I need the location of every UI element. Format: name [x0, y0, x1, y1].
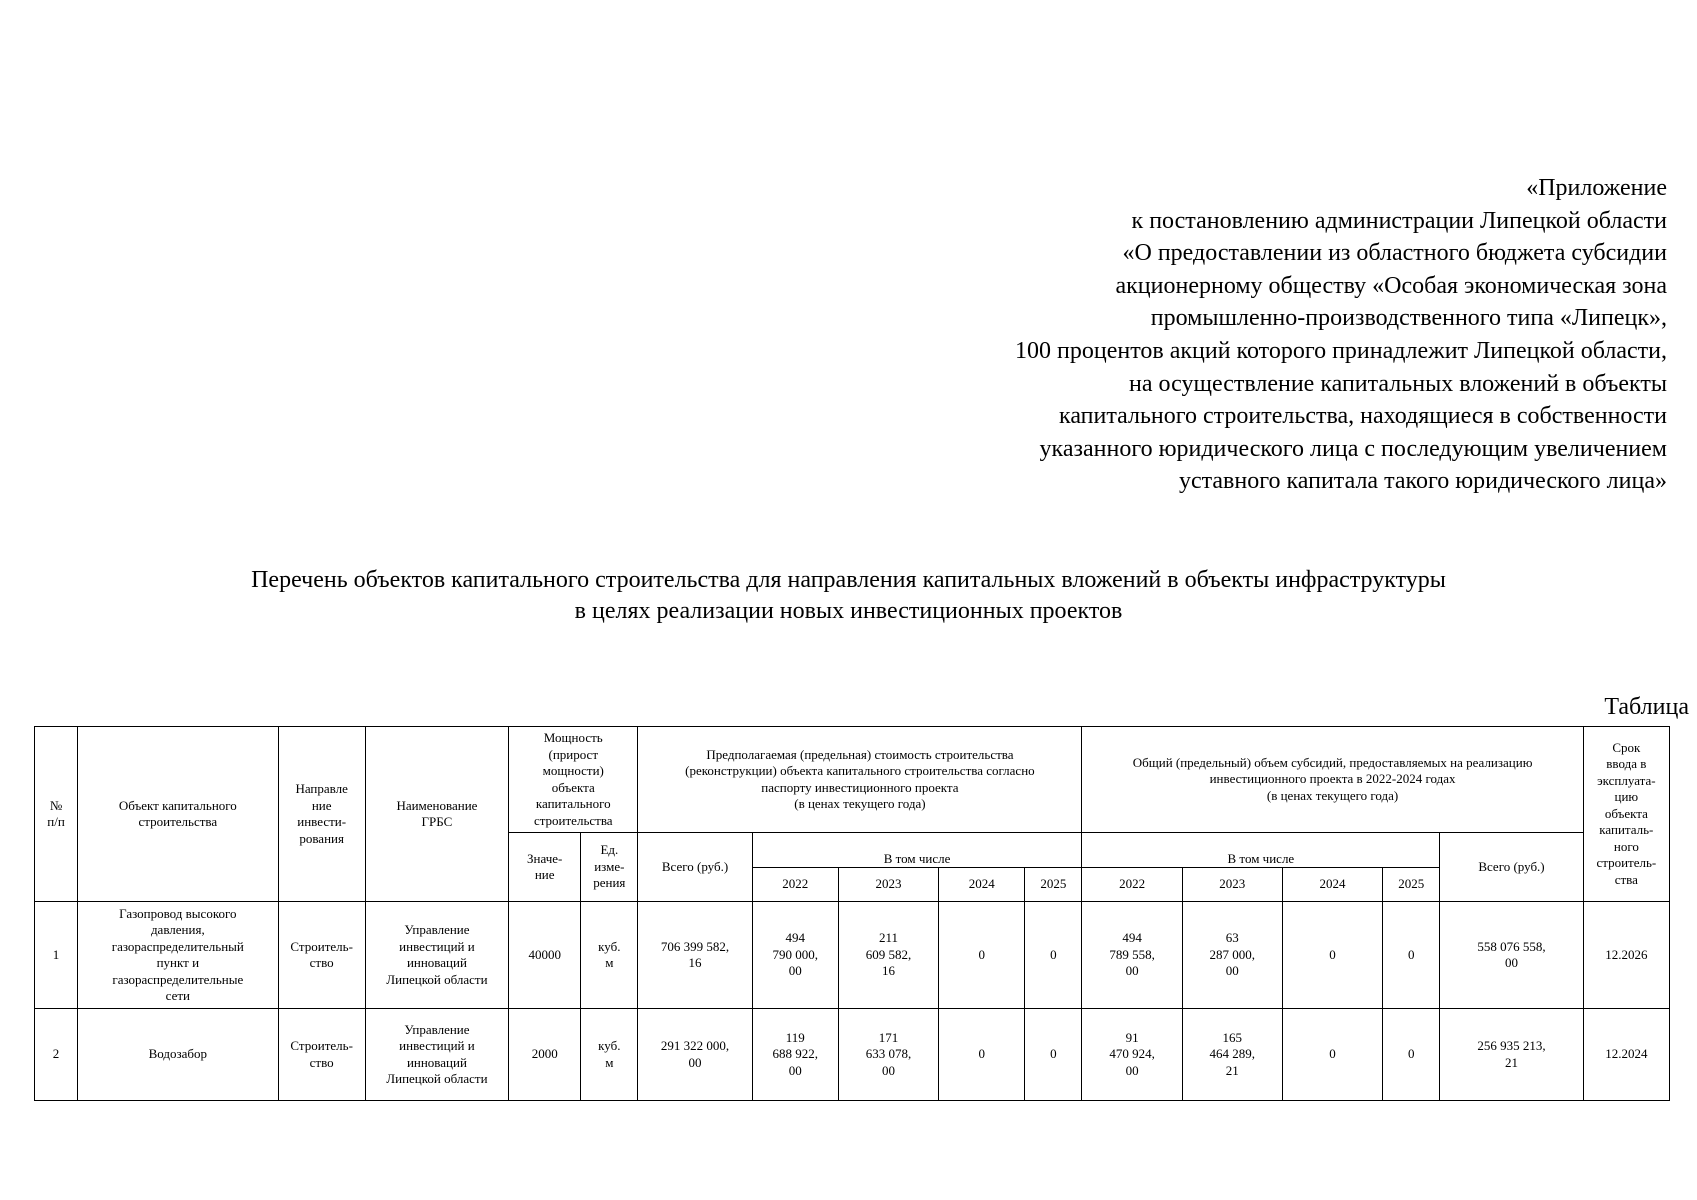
header-subsidy-year: 2022	[1082, 868, 1182, 902]
appendix-line: на осуществление капитальных вложений в объекты	[1129, 370, 1667, 397]
appendix-line: уставного капитала такого юридического лица»	[1178, 468, 1667, 495]
table-label: Таблица	[1604, 694, 1689, 720]
row-grbs: Управление инвестиций и инноваций Липецкой области	[365, 902, 508, 1009]
header-subsidy-year: 2024	[1282, 868, 1382, 902]
header-row-1	[35, 727, 1670, 833]
table-row	[35, 902, 1670, 1009]
row-deadline: 12.2026	[1583, 902, 1669, 1009]
row-object: Водозабор	[78, 1009, 278, 1101]
appendix-line: к постановлению администрации Липецкой области	[1131, 207, 1667, 234]
header-cost-year: 2024	[939, 868, 1025, 902]
row-num: 2	[35, 1009, 78, 1101]
row-subsidy-total: 558 076 558, 00	[1440, 902, 1583, 1009]
row-direction: Строитель- ство	[278, 1009, 365, 1101]
row-cost-2025: 0	[1025, 902, 1082, 1009]
row-subsidy-2025: 0	[1383, 1009, 1440, 1101]
row-cost-2023: 171 633 078, 00	[838, 1009, 938, 1101]
header-cost-year: 2025	[1025, 868, 1082, 902]
appendix-line: 100 процентов акций которого принадлежит Липецкой области,	[1015, 337, 1667, 364]
row-subsidy-2022: 494 789 558, 00	[1082, 902, 1182, 1009]
header-object: Объект капитального строительства	[78, 727, 278, 902]
document-title	[0, 565, 1697, 627]
row-subsidy-2024: 0	[1282, 902, 1382, 1009]
header-grbs: Наименование ГРБС	[365, 727, 508, 902]
row-deadline: 12.2024	[1583, 1009, 1669, 1101]
table-row	[35, 1009, 1670, 1101]
row-direction: Строитель- ство	[278, 902, 365, 1009]
row-subsidy-2024: 0	[1282, 1009, 1382, 1101]
header-direction: Направле ние инвести- рования	[278, 727, 365, 902]
header-subsidy-year: 2023	[1182, 868, 1282, 902]
row-object: Газопровод высокого давления, газораспределительный пункт и газораспределительные сети	[78, 902, 278, 1009]
row-cost-total: 291 322 000, 00	[638, 1009, 752, 1101]
row-unit: куб. м	[581, 1009, 638, 1101]
header-including-subsidy: В том числе	[1082, 833, 1440, 868]
row-cost-2024: 0	[939, 902, 1025, 1009]
header-num: № п/п	[35, 727, 78, 902]
appendix-line: капитального строительства, находящиеся в собственности	[1059, 403, 1667, 430]
appendix-line: указанного юридического лица с последующим увеличением	[1039, 435, 1667, 462]
title-line-2: в целях реализации новых инвестиционных проектов	[574, 598, 1123, 624]
title-line-1: Перечень объектов капитального строительства для направления капитальных вложений в объекты инфраструктуры	[251, 567, 1446, 593]
header-subsidy-year: 2025	[1383, 868, 1440, 902]
row-num: 1	[35, 902, 78, 1009]
row-subsidy-2025: 0	[1383, 902, 1440, 1009]
row-cost-2022: 119 688 922, 00	[752, 1009, 838, 1101]
header-unit: Ед. изме- рения	[581, 833, 638, 902]
row-cost-2022: 494 790 000, 00	[752, 902, 838, 1009]
header-cost-year: 2022	[752, 868, 838, 902]
row-subsidy-2022: 91 470 924, 00	[1082, 1009, 1182, 1101]
row-subsidy-2023: 165 464 289, 21	[1182, 1009, 1282, 1101]
header-total-cost: Всего (руб.)	[638, 833, 752, 902]
header-including-cost: В том числе	[752, 833, 1082, 868]
row-cost-2024: 0	[939, 1009, 1025, 1101]
row-cost-2025: 0	[1025, 1009, 1082, 1101]
row-subsidy-2023: 63 287 000, 00	[1182, 902, 1282, 1009]
header-value: Значе- ние	[509, 833, 581, 902]
header-subsidy-group: Общий (предельный) объем субсидий, предоставляемых на реализацию инвестиционного проекта в 2022-2024 годах (в ценах текущего года)	[1082, 727, 1583, 833]
header-cost-year: 2023	[838, 868, 938, 902]
header-deadline: Срок ввода в эксплуата- цию объекта капиталь- ного строитель- ства	[1583, 727, 1669, 902]
row-subsidy-total: 256 935 213, 21	[1440, 1009, 1583, 1101]
appendix-line: «О предоставлении из областного бюджета субсидии	[1122, 240, 1667, 267]
appendix-line: промышленно-производственного типа «Липецк»,	[1150, 305, 1667, 332]
appendix-line: акционерному обществу «Особая экономическая зона	[1115, 272, 1667, 299]
row-unit: куб. м	[581, 902, 638, 1009]
header-capacity: Мощность (прирост мощности) объекта капитального строительства	[509, 727, 638, 833]
header-cost-group: Предполагаемая (предельная) стоимость строительства (реконструкции) объекта капитального строительства согласно паспорту инвестиционного проекта (в ценах текущего года)	[638, 727, 1082, 833]
objects-table	[34, 726, 1670, 1101]
row-value: 2000	[509, 1009, 581, 1101]
header-total-subsidy: Всего (руб.)	[1440, 833, 1583, 902]
row-cost-total: 706 399 582, 16	[638, 902, 752, 1009]
row-grbs: Управление инвестиций и инноваций Липецкой области	[365, 1009, 508, 1101]
appendix-header	[1015, 172, 1667, 498]
row-cost-2023: 211 609 582, 16	[838, 902, 938, 1009]
appendix-line: «Приложение	[1526, 175, 1667, 201]
row-value: 40000	[509, 902, 581, 1009]
